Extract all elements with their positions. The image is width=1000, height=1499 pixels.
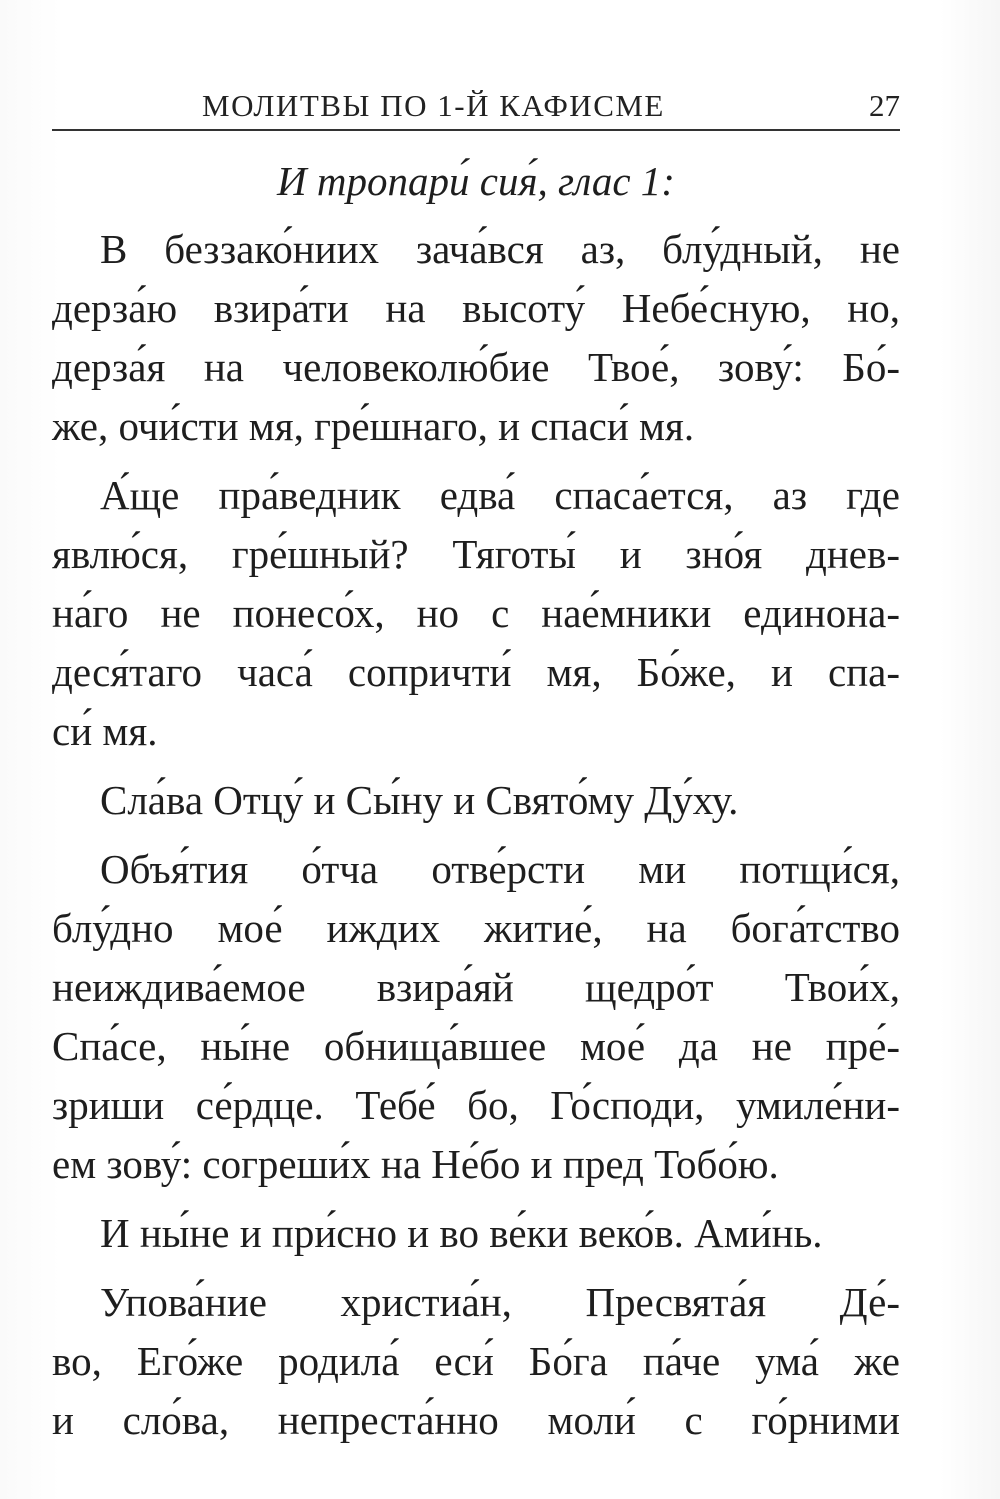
page-body [52, 152, 900, 1450]
text-line: В беззако́ниих зача́вся аз, блу́дный, не [100, 226, 900, 272]
paragraph-spacer [52, 830, 900, 840]
text-line: Объя́тия о́тча отве́рсти ми потщи́ся, [100, 846, 900, 892]
paragraph-spacer [52, 1194, 900, 1204]
text-line: неиждива́емое взира́яй щедро́т Твои́х, [52, 964, 900, 1010]
page-number: 27 [869, 88, 900, 123]
paragraph-2 [52, 466, 900, 761]
text-line: зриши се́рдце. Тебе́ бо, Го́споди, умиле́ни- [52, 1082, 900, 1128]
text-line: Сла́ва Отцу́ и Сы́ну и Свято́му Ду́ху. [100, 777, 739, 823]
section-subtitle: И тропари́ сия́, глас 1: [277, 158, 675, 204]
text-line: си́ мя. [52, 708, 158, 754]
text-line: дерза́ю взира́ти на высоту́ Небе́сную, но, [52, 285, 900, 331]
running-title: МОЛИТВЫ ПО 1-Й КАФИСМЕ [202, 88, 665, 123]
text-line: Спа́се, ны́не обнища́вшее мое́ да не пре́- [52, 1023, 900, 1069]
text-line: явлю́ся, гре́шный? Тяготы́ и зно́я днев- [52, 531, 900, 577]
paragraph-1 [52, 220, 900, 456]
header-rule [52, 129, 900, 131]
text-line: А́ще пра́ведник едва́ спаса́ется, аз где [100, 472, 900, 518]
text-line: и сло́ва, непреста́нно моли́ с го́рними [52, 1397, 900, 1443]
text-line: Упова́ние христиа́н, Пресвята́я Де́- [100, 1279, 900, 1325]
doxology-now-and-ever [52, 1204, 900, 1263]
paragraph-spacer [52, 456, 900, 466]
doxology-gloria [52, 771, 900, 830]
paragraph-spacer [52, 761, 900, 771]
text-line: на́го не понесо́х, но с нае́мники единона- [52, 590, 900, 636]
text-line: деся́таго часа́ сопричти́ мя, Бо́же, и спа- [52, 649, 900, 695]
paragraph-3 [52, 840, 900, 1194]
text-line: дерза́я на человеколю́бие Твое́, зову́: Бо́- [52, 344, 900, 390]
text-line: во, Его́же родила́ еси́ Бо́га па́че ума́ же [52, 1338, 900, 1384]
text-line: ем зову́: согреши́х на Не́бо и пред Тобо́ю. [52, 1141, 779, 1187]
paragraph-spacer [52, 1263, 900, 1273]
text-line: же, очи́сти мя, гре́шнаго, и спаси́ мя. [52, 403, 695, 449]
text-line: блу́дно мое́ иждих житие́, на бога́тство [52, 905, 900, 951]
text-line: И ны́не и при́сно и во ве́ки веко́в. Ами́нь. [100, 1210, 823, 1256]
paragraph-4 [52, 1273, 900, 1450]
page-header [52, 84, 900, 128]
